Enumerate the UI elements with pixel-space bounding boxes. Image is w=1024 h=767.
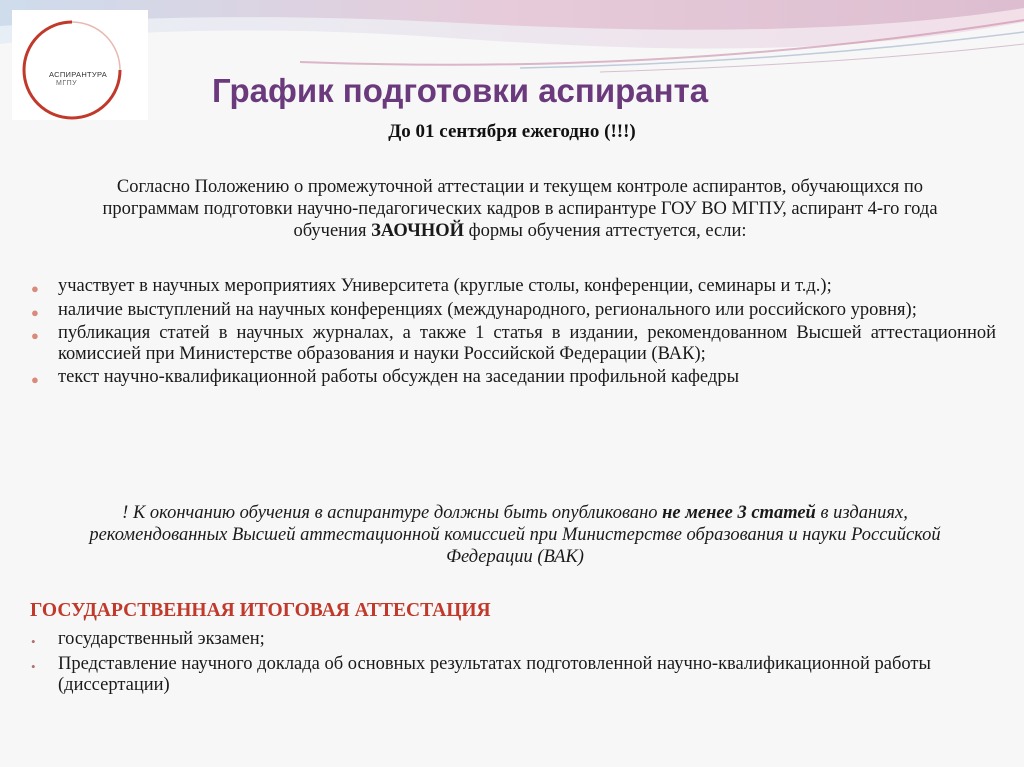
note-bold: не менее 3 статей (662, 503, 816, 523)
list-item-text: государственный экзамен; (58, 629, 265, 649)
list-item (28, 323, 996, 364)
bullet-icon: ● (31, 328, 39, 343)
note-text: ! К окончанию обучения в аспирантуре должны быть опубликовано (122, 503, 663, 523)
university-logo (12, 10, 148, 120)
intro-paragraph (70, 176, 970, 242)
list-item-text: наличие выступлений на научных конференциях (международного, регионального или российского уровня); (58, 299, 917, 320)
attestation-conditions-list (28, 276, 996, 391)
list-item-text: публикация статей в научных журналах, а также 1 статья в издании, рекомендованном Высшей аттестационной комиссией при Министерстве образования и науки Российской Федерации (ВАК); (58, 323, 996, 364)
intro-bold: ЗАОЧНОЙ (371, 221, 464, 241)
logo-text: АСПИРАНТУРА (49, 70, 108, 79)
list-item-text: участвует в научных мероприятиях Университета (круглые столы, конференции, семинары и т.д.); (58, 276, 832, 296)
list-item (28, 629, 996, 650)
intro-text: Согласно Положению о промежуточной аттестации и текущем контроле аспирантов, обучающихся по программам подготовки научно-педагогических кадров в аспирантуре ГОУ ВО МГПУ, аспирант 4-го года обучения (102, 177, 938, 241)
list-item (28, 367, 996, 388)
list-item-text: текст научно-квалификационной работы обсужден на заседании профильной кафедры (58, 367, 739, 387)
bullet-icon: ● (31, 281, 39, 296)
bullet-icon: ● (31, 372, 39, 387)
deadline-subtitle: До 01 сентября ежегодно (!!!) (388, 121, 636, 142)
logo-subtext: МГПУ (56, 80, 78, 87)
list-item (28, 300, 996, 321)
list-item-text: Представление научного доклада об основных результатах подготовленной научно-квалификационной работы (диссертации) (58, 654, 931, 695)
bullet-icon: • (31, 634, 36, 649)
final-attestation-list (28, 629, 996, 700)
list-item (28, 276, 996, 297)
page-title: График подготовки аспиранта (212, 72, 709, 109)
list-item (28, 654, 996, 696)
bullet-icon: ● (31, 304, 39, 320)
note-text-end: в изданиях, рекомендованных Высшей аттестационной комиссией при Министерстве образования и науки Российской Федерации (ВАК) (89, 503, 941, 567)
publication-note (75, 502, 955, 568)
bullet-icon: • (31, 659, 36, 674)
final-attestation-heading: ГОСУДАРСТВЕННАЯ ИТОГОВАЯ АТТЕСТАЦИЯ (30, 600, 491, 621)
intro-text-end: формы обучения аттестуется, если: (464, 221, 747, 241)
